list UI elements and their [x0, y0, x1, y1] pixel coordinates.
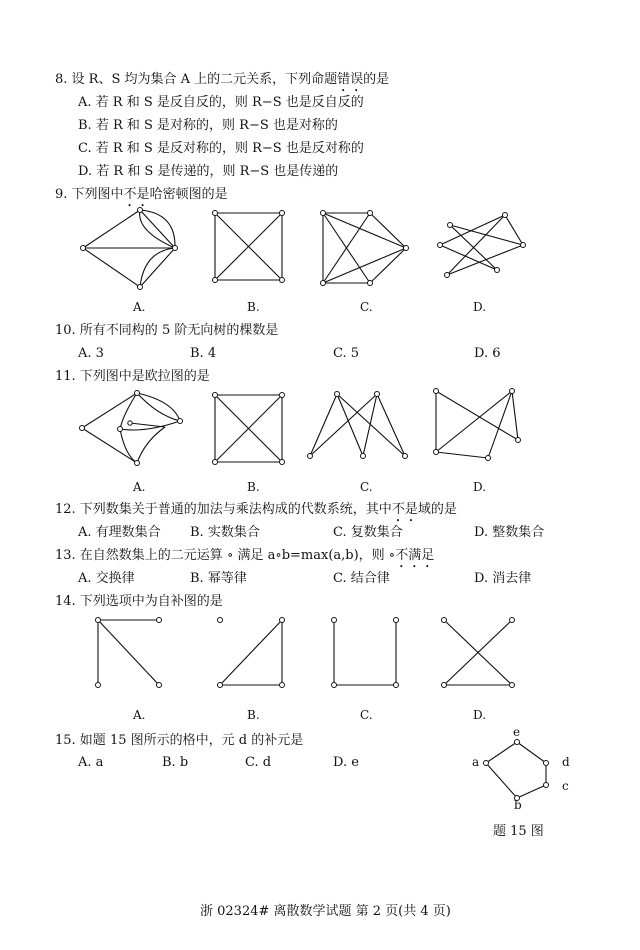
q13-option-c: C. 结合律 [333, 571, 390, 586]
q15-stem: 15. 如题 15 图所示的格中，元 d 的补元是 [55, 733, 304, 748]
node [138, 285, 143, 290]
q12-stem-pre: 12. 下列数集关于普通的加法与乘法构成的代数系统，其中 [55, 502, 392, 517]
q8-option-a: A. 若 R 和 S 是反自反的，则 R−S 也是反自反的 [78, 95, 364, 110]
lattice-label-a: a [472, 755, 480, 769]
lattice-node-a [484, 761, 489, 766]
q12-stem-post: 域的是 [417, 502, 457, 517]
q15-figure-caption: 题 15 图 [493, 824, 544, 839]
q15-option-a: A. a [78, 755, 104, 770]
node [138, 208, 143, 213]
q14-stem: 14. 下列选项中为自补图的是 [55, 594, 223, 609]
q14-label-d: D. [473, 708, 487, 722]
q9-stem-pre: 9. 下列图中 [55, 187, 124, 202]
q12-option-c: C. 复数集合 [333, 525, 403, 540]
q13-option-a: A. 交换律 [78, 571, 135, 586]
q8-stem-pre: 8. 设 R、S 均为集合 A 上的二元关系，下列命题 [55, 72, 338, 87]
q8-option-d: D. 若 R 和 S 是传递的，则 R−S 也是传递的 [78, 164, 339, 179]
q8-option-b: B. 若 R 和 S 是对称的，则 R−S 也是对称的 [78, 118, 338, 133]
q9-graph-b [210, 208, 290, 288]
lattice-label-e: e [513, 725, 521, 739]
q11-graph-b [210, 390, 290, 470]
q9-label-c: C. [360, 300, 373, 314]
q10-stem: 10. 所有不同构的 5 阶无向树的棵数是 [55, 323, 279, 338]
q10-option-b: B. 4 [190, 346, 217, 361]
q15-option-b: B. b [162, 755, 189, 770]
node [173, 246, 178, 251]
page-footer: 浙 02324# 离散数学试题 第 2 页(共 4 页) [200, 904, 451, 919]
q9-graph-c [318, 208, 413, 293]
q14-label-a: A. [133, 708, 146, 722]
q14-label-c: C. [360, 708, 373, 722]
q12-stem [55, 501, 457, 525]
q11-stem: 11. 下列图中是欧拉图的是 [55, 369, 210, 384]
q11-label-d: D. [473, 480, 487, 494]
q13-option-d: D. 消去律 [474, 571, 532, 586]
q9-label-b: B. [247, 300, 260, 314]
q9-graph-a [70, 205, 190, 300]
q11-label-a: A. [133, 480, 146, 494]
q9-stem-emph: 不是 [123, 187, 150, 202]
q11-graph-d [430, 385, 530, 470]
q10-option-d: D. 6 [474, 346, 501, 361]
q8-stem-post: 的是 [363, 72, 390, 87]
q11-label-c: C. [360, 480, 373, 494]
q13-stem-emph: 不满足 [395, 548, 435, 563]
q13-stem [55, 547, 434, 571]
q15-option-d: D. e [333, 755, 359, 770]
q14-graph-b [212, 615, 292, 695]
lattice-node-e [515, 740, 520, 745]
q12-option-d: D. 整数集合 [474, 525, 545, 540]
lattice-label-c: c [562, 779, 569, 793]
q14-label-b: B. [247, 708, 260, 722]
q13-stem-pre: 13. 在自然数集上的二元运算 ∘ 满足 a∘b=max(a,b)，则 ∘ [55, 548, 396, 563]
q8-stem-emph: 错误 [337, 72, 364, 87]
q14-graph-a [92, 615, 172, 695]
lattice-label-d: d [562, 755, 570, 769]
q14-graph-d [438, 615, 523, 695]
q9-label-d: D. [473, 300, 487, 314]
lattice-label-b: b [514, 798, 522, 812]
lattice-node-d [544, 761, 549, 766]
q14-graph-c [328, 615, 408, 695]
q12-stem-emph: 不是 [391, 502, 418, 517]
q8-option-c: C. 若 R 和 S 是反对称的，则 R−S 也是反对称的 [78, 141, 364, 156]
q9-label-a: A. [133, 300, 146, 314]
q10-option-c: C. 5 [333, 346, 360, 361]
q15-lattice-diagram [465, 730, 575, 830]
q13-option-b: B. 幂等律 [190, 571, 247, 586]
q11-graph-c [305, 388, 420, 468]
q9-graph-d [435, 210, 530, 290]
q8-stem [55, 71, 389, 95]
node [81, 246, 86, 251]
q10-option-a: A. 3 [78, 346, 104, 361]
q9-stem-post: 哈密顿图的是 [149, 187, 228, 202]
q11-label-b: B. [247, 480, 260, 494]
q11-graph-a [75, 385, 195, 475]
q15-option-c: C. d [245, 755, 272, 770]
q12-option-b: B. 实数集合 [190, 525, 260, 540]
q12-option-a: A. 有理数集合 [78, 525, 161, 540]
lattice-node-c [544, 783, 549, 788]
